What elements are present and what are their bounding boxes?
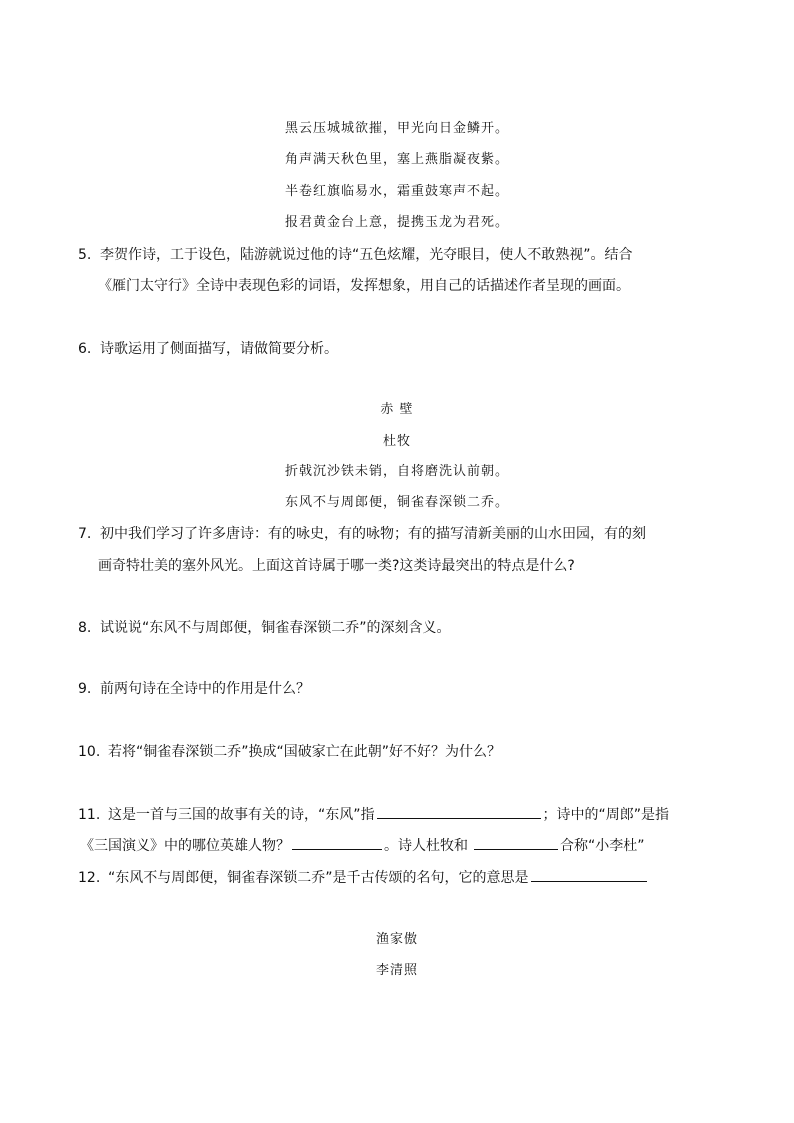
poem3-title: 渔家傲	[375, 932, 418, 947]
answer-blank-poet[interactable]	[474, 835, 558, 850]
question-7-number: 7.	[78, 526, 92, 542]
question-6-text: 诗歌运用了侧面描写，请做简要分析。	[100, 341, 338, 357]
question-10-number: 10.	[78, 744, 101, 760]
question-11-line-2	[80, 835, 645, 857]
question-9-number: 9.	[78, 681, 92, 697]
question-5-text-1: 李贺作诗，工于设色，陆游就说过他的诗“五色炫耀，光夺眼目，使人不敢熟视”。结合	[100, 247, 633, 263]
question-6-number: 6.	[78, 341, 92, 357]
question-11-text-3: 《三国演义》中的哪位英雄人物？	[80, 838, 290, 854]
answer-blank-east-wind[interactable]	[377, 804, 541, 819]
question-11-text-2: ；诗中的“周郎”是指	[542, 807, 670, 823]
question-8-number: 8.	[78, 620, 92, 636]
question-12-text: “东风不与周郎便，铜雀春深锁二乔”是千古传颂的名句，它的意思是	[108, 870, 529, 886]
question-8	[78, 617, 451, 639]
question-10	[78, 741, 501, 763]
question-5-line-2: 《雁门太守行》全诗中表现色彩的词语，发挥想象，用自己的话描述作者呈现的画面。	[98, 278, 630, 294]
poem2-title: 赤 壁	[380, 402, 414, 417]
poem1-line-3: 半卷红旗临易水，霜重鼓寒声不起。	[284, 184, 509, 199]
question-5-line-1	[78, 244, 633, 266]
poem3-author: 李清照	[375, 963, 418, 978]
poem1-line-2: 角声满天秋色里，塞上燕脂凝夜紫。	[284, 152, 509, 167]
question-9	[78, 678, 310, 700]
question-9-text: 前两句诗在全诗中的作用是什么？	[100, 681, 310, 697]
question-11-number: 11.	[78, 807, 101, 823]
question-12-number: 12.	[78, 870, 101, 886]
question-11-text-5: 合称“小李杜”	[560, 838, 645, 854]
question-7-line-2: 画奇特壮美的塞外风光。上面这首诗属于哪一类?这类诗最突出的特点是什么?	[98, 558, 575, 574]
question-10-text: 若将“铜雀春深锁二乔”换成“国破家亡在此朝”好不好？为什么？	[108, 744, 502, 760]
question-6	[78, 338, 338, 360]
poem2-line-2: 东风不与周郎便，铜雀春深锁二乔。	[284, 495, 509, 510]
poem2-line-1: 折戟沉沙铁未销，自将磨洗认前朝。	[284, 464, 509, 479]
question-5-number: 5.	[78, 247, 92, 263]
answer-blank-zhou-lang[interactable]	[292, 835, 382, 850]
question-7-text-1: 初中我们学习了许多唐诗：有的咏史，有的咏物；有的描写清新美丽的山水田园，有的刻	[100, 526, 646, 542]
question-7-line-1	[78, 523, 646, 545]
question-8-text: 试说说“东风不与周郎便，铜雀春深锁二乔”的深刻含义。	[100, 620, 451, 636]
question-11-line-1	[78, 804, 669, 826]
question-11-text-1: 这是一首与三国的故事有关的诗，“东风”指	[108, 807, 375, 823]
poem2-author: 杜牧	[382, 434, 411, 449]
question-11-text-4: 。诗人杜牧和	[384, 838, 468, 854]
question-12	[78, 867, 649, 889]
answer-blank-meaning[interactable]	[531, 867, 647, 882]
poem1-line-1: 黑云压城城欲摧，甲光向日金鳞开。	[284, 121, 509, 136]
poem1-line-4: 报君黄金台上意，提携玉龙为君死。	[284, 215, 509, 230]
